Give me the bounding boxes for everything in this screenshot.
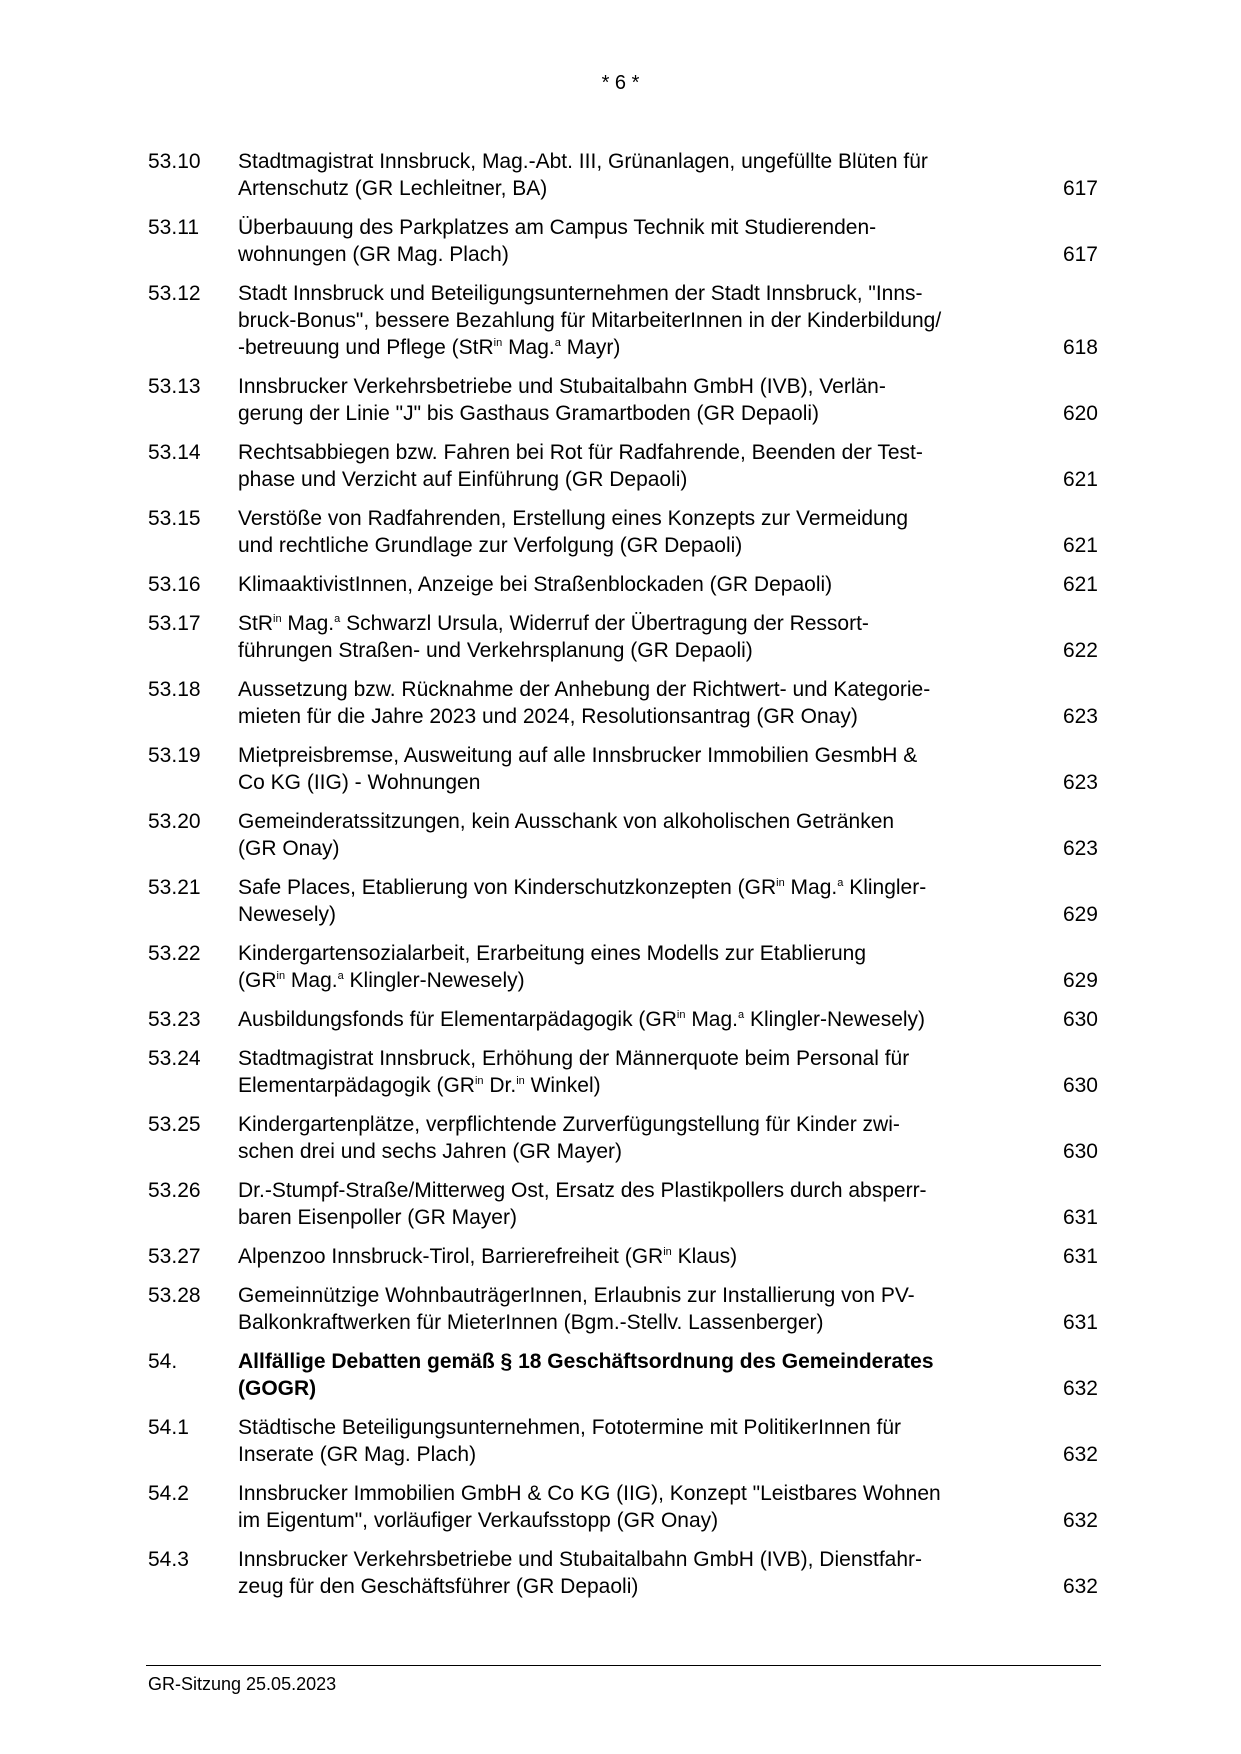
toc-entry-title-line: Stadt Innsbruck und Beteiligungsunternehmen der Stadt Innsbruck, "Inns- bbox=[238, 282, 923, 305]
toc-entry-number: 53.10 bbox=[148, 150, 201, 173]
toc-entry bbox=[148, 373, 1098, 427]
toc-entry bbox=[148, 808, 1098, 862]
toc-entry bbox=[148, 1348, 1098, 1402]
toc-entry-number: 53.19 bbox=[148, 744, 201, 767]
toc-entry-page: 630 bbox=[1062, 1140, 1098, 1163]
toc-entry-page: 632 bbox=[1062, 1377, 1098, 1400]
toc-entry-title bbox=[238, 1177, 1038, 1231]
toc-entry-title-line: Kindergartenplätze, verpflichtende Zurverfügungstellung für Kinder zwi- bbox=[238, 1113, 900, 1136]
toc-entry-title bbox=[238, 439, 1038, 493]
toc-entry-page: 617 bbox=[1062, 177, 1098, 200]
footer-divider bbox=[146, 1665, 1101, 1666]
toc-entry-number: 53.18 bbox=[148, 678, 201, 701]
toc-entry-title-line: Stadtmagistrat Innsbruck, Mag.-Abt. III, Grünanlagen, ungefüllte Blüten für bbox=[238, 150, 928, 173]
toc-entry-number: 53.21 bbox=[148, 876, 201, 899]
toc-entry-title-line: (GOGR) bbox=[238, 1377, 317, 1400]
toc-entry-number: 54.3 bbox=[148, 1548, 189, 1571]
toc-entry-title-line: Co KG (IIG) - Wohnungen bbox=[238, 771, 481, 794]
toc-entry-title-line: wohnungen (GR Mag. Plach) bbox=[238, 243, 509, 266]
toc-entry-title-line: Innsbrucker Verkehrsbetriebe und Stubaitalbahn GmbH (IVB), Verlän- bbox=[238, 375, 886, 398]
toc-entry bbox=[148, 874, 1098, 928]
toc-entry-title bbox=[238, 610, 1038, 664]
toc-entry-number: 53.28 bbox=[148, 1284, 201, 1307]
toc-entry-title-line: Ausbildungsfonds für Elementarpädagogik ($GR^{in}$ Mag.$^a$ Klingler-Newesely) bbox=[238, 1008, 926, 1031]
toc-entry-number: 53.26 bbox=[148, 1179, 201, 1202]
toc-entry-page: 632 bbox=[1062, 1443, 1098, 1466]
toc-entry-title bbox=[238, 1282, 1038, 1336]
toc-entry-number: 53.16 bbox=[148, 573, 201, 596]
toc-entry bbox=[148, 505, 1098, 559]
toc-entry-title-line: im Eigentum", vorläufiger Verkaufsstopp (GR Onay) bbox=[238, 1509, 719, 1532]
toc-entry-page: 623 bbox=[1062, 771, 1098, 794]
toc-entry-title-line: Dr.-Stumpf-Straße/Mitterweg Ost, Ersatz des Plastikpollers durch absperr- bbox=[238, 1179, 927, 1202]
toc-entry-page: 620 bbox=[1062, 402, 1098, 425]
toc-entry-number: 53.11 bbox=[148, 216, 199, 239]
toc-entry-title-line: Gemeinnützige WohnbauträgerInnen, Erlaubnis zur Installierung von PV- bbox=[238, 1284, 915, 1307]
toc-entry-page: 630 bbox=[1062, 1074, 1098, 1097]
toc-entry-number: 53.23 bbox=[148, 1008, 201, 1031]
toc-entry-title-line: Allfällige Debatten gemäß § 18 Geschäftsordnung des Gemeinderates bbox=[238, 1350, 934, 1373]
toc-entry-title-line: zeug für den Geschäftsführer (GR Depaoli) bbox=[238, 1575, 639, 1598]
toc-entry-title bbox=[238, 373, 1038, 427]
toc-entry-title bbox=[238, 571, 1038, 598]
table-of-contents bbox=[148, 148, 1098, 1612]
toc-entry bbox=[148, 571, 1098, 598]
toc-entry-title-line: Alpenzoo Innsbruck-Tirol, Barrierefreiheit ($GR^{in}$ Klaus) bbox=[238, 1245, 738, 1268]
toc-entry-title bbox=[238, 1480, 1038, 1534]
toc-entry-number: 53.20 bbox=[148, 810, 201, 833]
toc-entry-title-line: Newesely) bbox=[238, 903, 337, 926]
toc-entry-title-line: Verstöße von Radfahrenden, Erstellung eines Konzepts zur Vermeidung bbox=[238, 507, 909, 530]
footer-text: GR-Sitzung 25.05.2023 bbox=[148, 1674, 337, 1694]
toc-entry-title-line: mieten für die Jahre 2023 und 2024, Resolutionsantrag (GR Onay) bbox=[238, 705, 858, 728]
toc-entry-number: 53.15 bbox=[148, 507, 201, 530]
toc-entry-page: 622 bbox=[1062, 639, 1098, 662]
toc-entry-title-line: StR$^{in}$ Mag.$^a$ Schwarzl Ursula, Widerruf der Übertragung der Ressort- bbox=[238, 612, 869, 635]
toc-entry-title-line: (GR Onay) bbox=[238, 837, 340, 860]
toc-entry-page: 629 bbox=[1062, 969, 1098, 992]
toc-entry-title-line: führungen Straßen- und Verkehrsplanung (GR Depaoli) bbox=[238, 639, 753, 662]
toc-entry bbox=[148, 1546, 1098, 1600]
toc-entry bbox=[148, 940, 1098, 994]
toc-entry-title-line: bruck-Bonus", bessere Bezahlung für MitarbeiterInnen in der Kinderbildung/ bbox=[238, 309, 942, 332]
toc-entry-page: 629 bbox=[1062, 903, 1098, 926]
toc-entry bbox=[148, 1282, 1098, 1336]
toc-entry-number: 53.22 bbox=[148, 942, 201, 965]
toc-entry-page: 617 bbox=[1062, 243, 1098, 266]
toc-entry-title-line: und rechtliche Grundlage zur Verfolgung (GR Depaoli) bbox=[238, 534, 743, 557]
toc-entry-title-line: Überbauung des Parkplatzes am Campus Technik mit Studierenden- bbox=[238, 216, 877, 239]
toc-entry-page: 632 bbox=[1062, 1509, 1098, 1532]
toc-entry-page: 632 bbox=[1062, 1575, 1098, 1598]
toc-entry-page: 621 bbox=[1062, 534, 1098, 557]
toc-entry-title-line: baren Eisenpoller (GR Mayer) bbox=[238, 1206, 517, 1229]
toc-entry-page: 623 bbox=[1062, 837, 1098, 860]
toc-entry-number: 53.25 bbox=[148, 1113, 201, 1136]
toc-entry bbox=[148, 742, 1098, 796]
toc-entry-page: 630 bbox=[1062, 1008, 1098, 1031]
toc-entry-title-line: Elementarpädagogik ($GR^{in}$ Dr.$^{in}$ Winkel) bbox=[238, 1074, 601, 1097]
toc-entry-number: 53.13 bbox=[148, 375, 201, 398]
toc-entry bbox=[148, 1006, 1098, 1033]
toc-entry-page: 618 bbox=[1062, 336, 1098, 359]
toc-entry-title bbox=[238, 1006, 1038, 1033]
toc-entry-title-line: KlimaaktivistInnen, Anzeige bei Straßenblockaden (GR Depaoli) bbox=[238, 573, 833, 596]
toc-entry-number: 53.24 bbox=[148, 1047, 201, 1070]
toc-entry-title bbox=[238, 1243, 1038, 1270]
toc-entry-page: 621 bbox=[1062, 573, 1098, 596]
toc-entry-number: 53.14 bbox=[148, 441, 201, 464]
toc-entry-title-line: Aussetzung bzw. Rücknahme der Anhebung der Richtwert- und Kategorie- bbox=[238, 678, 931, 701]
toc-entry-number: 54.1 bbox=[148, 1416, 189, 1439]
toc-entry bbox=[148, 280, 1098, 361]
toc-entry-title bbox=[238, 1348, 1038, 1402]
toc-entry-page: 631 bbox=[1062, 1245, 1098, 1268]
toc-entry-title bbox=[238, 1045, 1038, 1099]
toc-entry bbox=[148, 439, 1098, 493]
toc-entry-page: 623 bbox=[1062, 705, 1098, 728]
toc-entry-title-line: ($GR^{in}$ Mag.$^a$ Klingler-Newesely) bbox=[238, 969, 525, 992]
toc-entry bbox=[148, 1111, 1098, 1165]
toc-entry-title-line: Inserate (GR Mag. Plach) bbox=[238, 1443, 477, 1466]
toc-entry-title-line: gerung der Linie "J" bis Gasthaus Gramartboden (GR Depaoli) bbox=[238, 402, 820, 425]
toc-entry bbox=[148, 214, 1098, 268]
toc-entry-title-line: phase und Verzicht auf Einführung (GR Depaoli) bbox=[238, 468, 688, 491]
toc-entry-title bbox=[238, 940, 1038, 994]
toc-entry bbox=[148, 1243, 1098, 1270]
toc-entry-title bbox=[238, 874, 1038, 928]
toc-entry-page: 631 bbox=[1062, 1311, 1098, 1334]
toc-entry-title-line: Rechtsabbiegen bzw. Fahren bei Rot für Radfahrende, Beenden der Test- bbox=[238, 441, 923, 464]
toc-entry-title-line: -betreuung und Pflege (StR$^{in}$ Mag.$^a$ Mayr) bbox=[238, 336, 621, 359]
toc-entry-title-line: Mietpreisbremse, Ausweitung auf alle Innsbrucker Immobilien GesmbH & bbox=[238, 744, 918, 767]
toc-entry-title bbox=[238, 1111, 1038, 1165]
toc-entry bbox=[148, 148, 1098, 202]
toc-entry-title-line: Gemeinderatssitzungen, kein Ausschank von alkoholischen Getränken bbox=[238, 810, 895, 833]
toc-entry-title bbox=[238, 280, 1038, 361]
toc-entry-title-line: Städtische Beteiligungsunternehmen, Fototermine mit PolitikerInnen für bbox=[238, 1416, 902, 1439]
page-number: * 6 * bbox=[601, 72, 640, 94]
toc-entry-number: 54.2 bbox=[148, 1482, 189, 1505]
toc-entry-title-line: Artenschutz (GR Lechleitner, BA) bbox=[238, 177, 548, 200]
toc-entry-title-line: Stadtmagistrat Innsbruck, Erhöhung der Männerquote beim Personal für bbox=[238, 1047, 910, 1070]
toc-entry-number: 53.27 bbox=[148, 1245, 201, 1268]
toc-entry-title bbox=[238, 1414, 1038, 1468]
toc-entry bbox=[148, 1045, 1098, 1099]
toc-entry bbox=[148, 1177, 1098, 1231]
toc-entry bbox=[148, 676, 1098, 730]
toc-entry-title bbox=[238, 214, 1038, 268]
toc-entry-title-line: Safe Places, Etablierung von Kinderschutzkonzepten ($GR^{in}$ Mag.$^a$ Klingler- bbox=[238, 876, 927, 899]
toc-entry bbox=[148, 610, 1098, 664]
toc-entry bbox=[148, 1414, 1098, 1468]
toc-entry-title bbox=[238, 676, 1038, 730]
toc-entry-title-line: Innsbrucker Immobilien GmbH & Co KG (IIG), Konzept "Leistbares Wohnen bbox=[238, 1482, 941, 1505]
toc-entry bbox=[148, 1480, 1098, 1534]
toc-entry-title-line: schen drei und sechs Jahren (GR Mayer) bbox=[238, 1140, 622, 1163]
toc-entry-title bbox=[238, 808, 1038, 862]
toc-entry-page: 621 bbox=[1062, 468, 1098, 491]
toc-entry-title bbox=[238, 148, 1038, 202]
toc-entry-page: 631 bbox=[1062, 1206, 1098, 1229]
toc-entry-title bbox=[238, 1546, 1038, 1600]
toc-entry-title bbox=[238, 505, 1038, 559]
toc-entry-title bbox=[238, 742, 1038, 796]
toc-entry-title-line: Innsbrucker Verkehrsbetriebe und Stubaitalbahn GmbH (IVB), Dienstfahr- bbox=[238, 1548, 923, 1571]
toc-entry-number: 53.12 bbox=[148, 282, 201, 305]
toc-entry-title-line: Balkonkraftwerken für MieterInnen (Bgm.-Stellv. Lassenberger) bbox=[238, 1311, 824, 1334]
toc-entry-title-line: Kindergartensozialarbeit, Erarbeitung eines Modells zur Etablierung bbox=[238, 942, 867, 965]
toc-entry-number: 53.17 bbox=[148, 612, 201, 635]
toc-entry-number: 54. bbox=[148, 1350, 178, 1373]
